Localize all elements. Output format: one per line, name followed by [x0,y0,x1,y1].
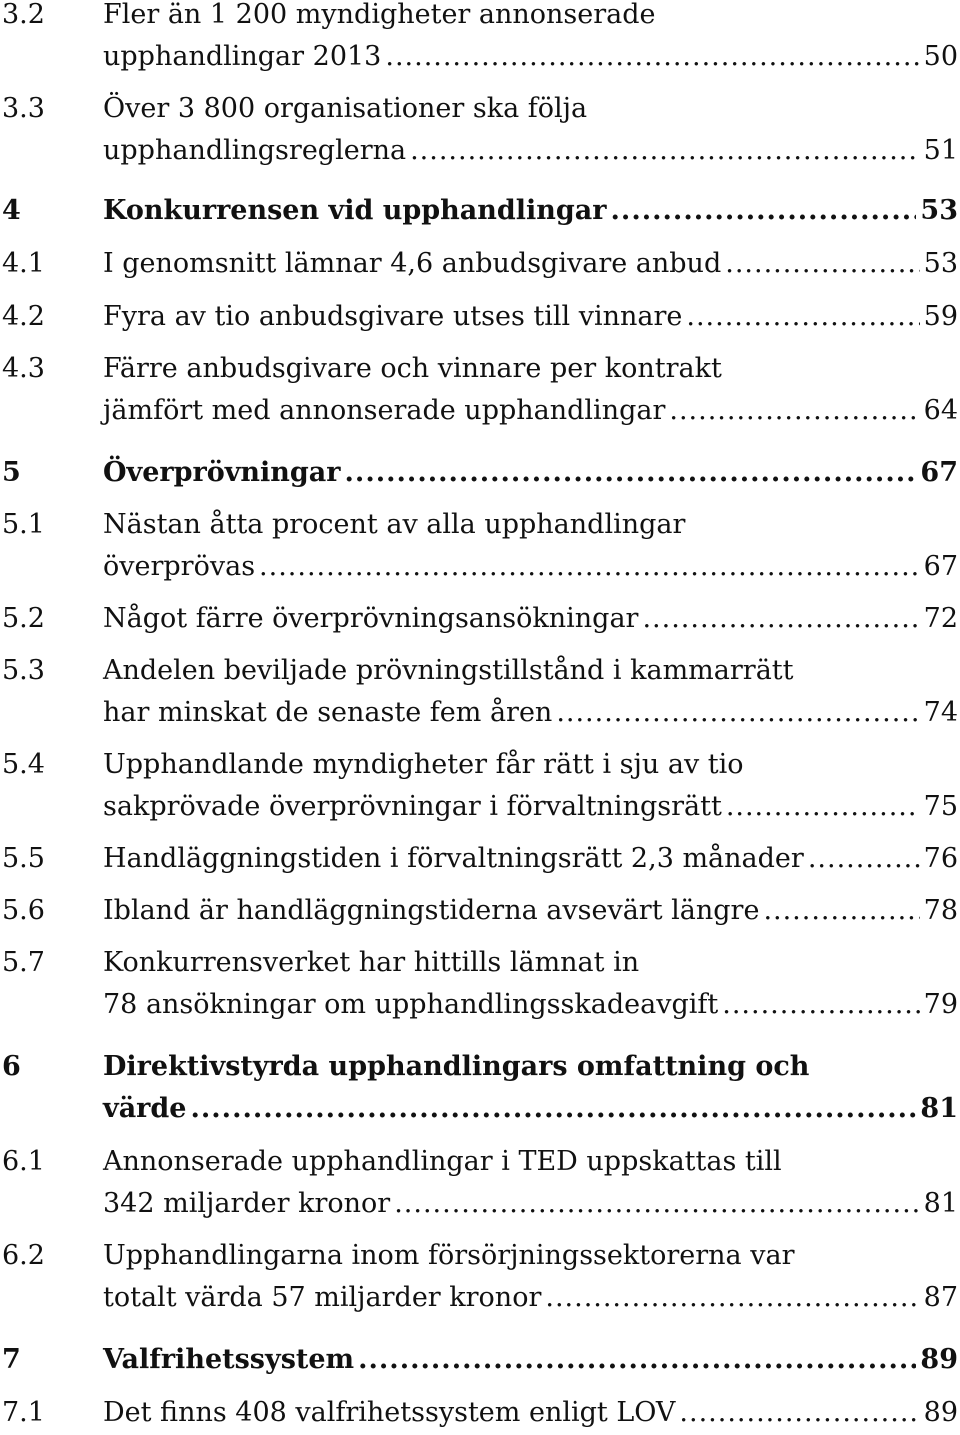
toc-entry-number: 5.3 [2,655,45,686]
toc-entry-title [103,348,960,432]
toc-dot-leader [725,243,919,285]
toc-dot-leader [345,452,917,494]
toc-entry-title-line: Konkurrensverket har hittills lämnat in [103,947,640,978]
toc-entry-title-final-line [103,546,960,588]
toc-entry-title-final-line [103,296,960,338]
toc-entry-title-text: upphandlingar 2013 [103,41,382,72]
toc-entry-title-text: har minskat de senaste fem åren [103,697,553,728]
toc-page-number: 53 [920,195,958,226]
toc-page-number: 78 [923,895,958,926]
toc-entry-number: 5.6 [2,895,45,926]
toc-page-number: 75 [923,791,958,822]
toc-entry-title-final-line [103,1088,960,1130]
toc-entry-title [103,890,960,932]
toc-entry-title-final-line [103,786,960,828]
toc-entry-title-line: Över 3 800 organisationer ska följa [103,93,588,124]
toc-entry-number: 4.3 [2,353,45,384]
toc-entry-number: 5.2 [2,603,45,634]
toc-entry-title-text: 78 ansökningar om upphandlingsskadeavgift [103,989,719,1020]
toc-entry-title-text: 342 miljarder kronor [103,1188,391,1219]
toc-entry-number: 5.1 [2,509,45,540]
toc-dot-leader [808,838,920,880]
toc-page-number: 51 [923,135,958,166]
toc-entry-title-final-line [103,598,960,640]
toc-entry-number: 6.2 [2,1240,45,1271]
toc-dot-leader [686,296,919,338]
toc-entry-title-text: jämfört med annonserade upphandlingar [103,395,666,426]
toc-entry-title-final-line [103,1183,960,1225]
toc-page-number: 87 [923,1282,958,1313]
toc-dot-leader [611,190,917,232]
toc-entry-number: 3.2 [2,0,45,30]
toc-entry-title-final-line [103,838,960,880]
toc-entry-title-final-line [103,452,960,494]
toc-entry-title-final-line [103,390,960,432]
toc-entry-number: 5.4 [2,749,45,780]
toc-entry-number: 5 [2,457,21,488]
toc-entry-title-text: Fyra av tio anbudsgivare utses till vinnare [103,301,683,332]
toc-entry-title-final-line [103,984,960,1026]
toc-entry-title-final-line [103,190,960,232]
toc-entry-title-text: värde [103,1093,187,1124]
toc-entry-title-text: Valfrihetssystem [103,1344,355,1375]
toc-entry-number: 7.1 [2,1397,45,1428]
toc-page-number: 53 [923,248,958,279]
toc-entry-title-text: Överprövningar [103,457,341,488]
toc-entry-title-line: Nästan åtta procent av alla upphandlingar [103,509,686,540]
toc-entry-title [103,190,960,232]
toc-entry-title-line: Fler än 1 200 myndigheter annonserade [103,0,656,30]
toc-entry-number: 5.7 [2,947,45,978]
toc-entry-number: 6 [2,1051,21,1082]
toc-page-number: 72 [923,603,958,634]
toc-entry-number: 3.3 [2,93,45,124]
toc-entry-title-line: Annonserade upphandlingar i TED uppskattas till [103,1146,782,1177]
toc-page-number: 59 [923,301,958,332]
toc-entry-title-text: Konkurrensen vid upphandlingar [103,195,607,226]
toc-entry-title [103,744,960,828]
toc-entry-title [103,650,960,734]
toc-dot-leader [394,1183,919,1225]
toc-page-number: 81 [923,1188,958,1219]
toc-dot-leader [545,1277,919,1319]
toc-entry-title-text: Handläggningstiden i förvaltningsrätt 2,3 månader [103,843,804,874]
toc-entry-title-text: upphandlingsreglerna [103,135,407,166]
toc-entry-title [103,88,960,172]
toc-entry-number: 5.5 [2,843,45,874]
toc-entry-title [103,1141,960,1225]
toc-page-number: 64 [923,395,958,426]
toc-entry-title [103,0,960,78]
toc-entry-title-final-line [103,1339,960,1381]
toc-entry-number: 4 [2,195,21,226]
toc-entry-title [103,452,960,494]
toc-entry-title-final-line [103,243,960,285]
toc-dot-leader [679,1392,919,1434]
toc-entry-number: 7 [2,1344,21,1375]
toc-entry-title [103,1046,960,1130]
toc-entry-title [103,838,960,880]
toc-entry-title-final-line [103,130,960,172]
toc-page-number: 67 [923,551,958,582]
toc-dot-leader [669,390,919,432]
toc-entry-title [103,1392,960,1434]
toc-entry-title-line: Andelen beviljade prövningstillstånd i kammarrätt [103,655,794,686]
toc-entry-title-final-line [103,1392,960,1434]
toc-dot-leader [385,36,919,78]
toc-entry-title-text: sakprövade överprövningar i förvaltningsrätt [103,791,722,822]
toc-entry-title [103,598,960,640]
toc-page-number: 89 [923,1397,958,1428]
toc-dot-leader [358,1339,916,1381]
toc-entry-title-text: totalt värda 57 miljarder kronor [103,1282,542,1313]
toc-entry-title-final-line [103,692,960,734]
toc-entry-number: 4.1 [2,248,45,279]
toc-page-number: 67 [920,457,958,488]
toc-entry-title-line: Färre anbudsgivare och vinnare per kontrakt [103,353,722,384]
toc-entry-title-text: överprövas [103,551,256,582]
toc-dot-leader [763,890,919,932]
toc-dot-leader [726,786,920,828]
toc-entry-number: 4.2 [2,301,45,332]
toc-entry-title-text: Ibland är handläggningstiderna avsevärt längre [103,895,760,926]
toc-dot-leader [259,546,920,588]
toc-entry-title [103,942,960,1026]
toc-page-number: 79 [923,989,958,1020]
toc-entry-title-final-line [103,890,960,932]
toc-entry-title-text: Något färre överprövningsansökningar [103,603,639,634]
toc-entry-title-line: Upphandlande myndigheter får rätt i sju av tio [103,749,744,780]
toc-entry-title-line: Direktivstyrda upphandlingars omfattning och [103,1051,810,1082]
toc-entry-title [103,243,960,285]
toc-page-number: 76 [923,843,958,874]
toc-dot-leader [642,598,919,640]
toc-entry-title-text: Det finns 408 valfrihetssystem enligt LOV [103,1397,676,1428]
toc-dot-leader [410,130,920,172]
toc-page-number: 81 [920,1093,958,1124]
toc-entry-title-text: I genomsnitt lämnar 4,6 anbudsgivare anbud [103,248,722,279]
toc-entry-title [103,1339,960,1381]
toc-entry-title [103,296,960,338]
toc-dot-leader [722,984,919,1026]
toc-entry-title-final-line [103,1277,960,1319]
toc-entry-number: 6.1 [2,1146,45,1177]
toc-dot-leader [190,1088,916,1130]
toc-page-number: 50 [923,41,958,72]
toc-entry-title-final-line [103,36,960,78]
toc-entry-title [103,504,960,588]
toc-dot-leader [556,692,919,734]
toc-entry-title [103,1235,960,1319]
toc-page-number: 74 [923,697,958,728]
toc-page-number: 89 [920,1344,958,1375]
toc-entry-title-line: Upphandlingarna inom försörjningssektorerna var [103,1240,795,1271]
